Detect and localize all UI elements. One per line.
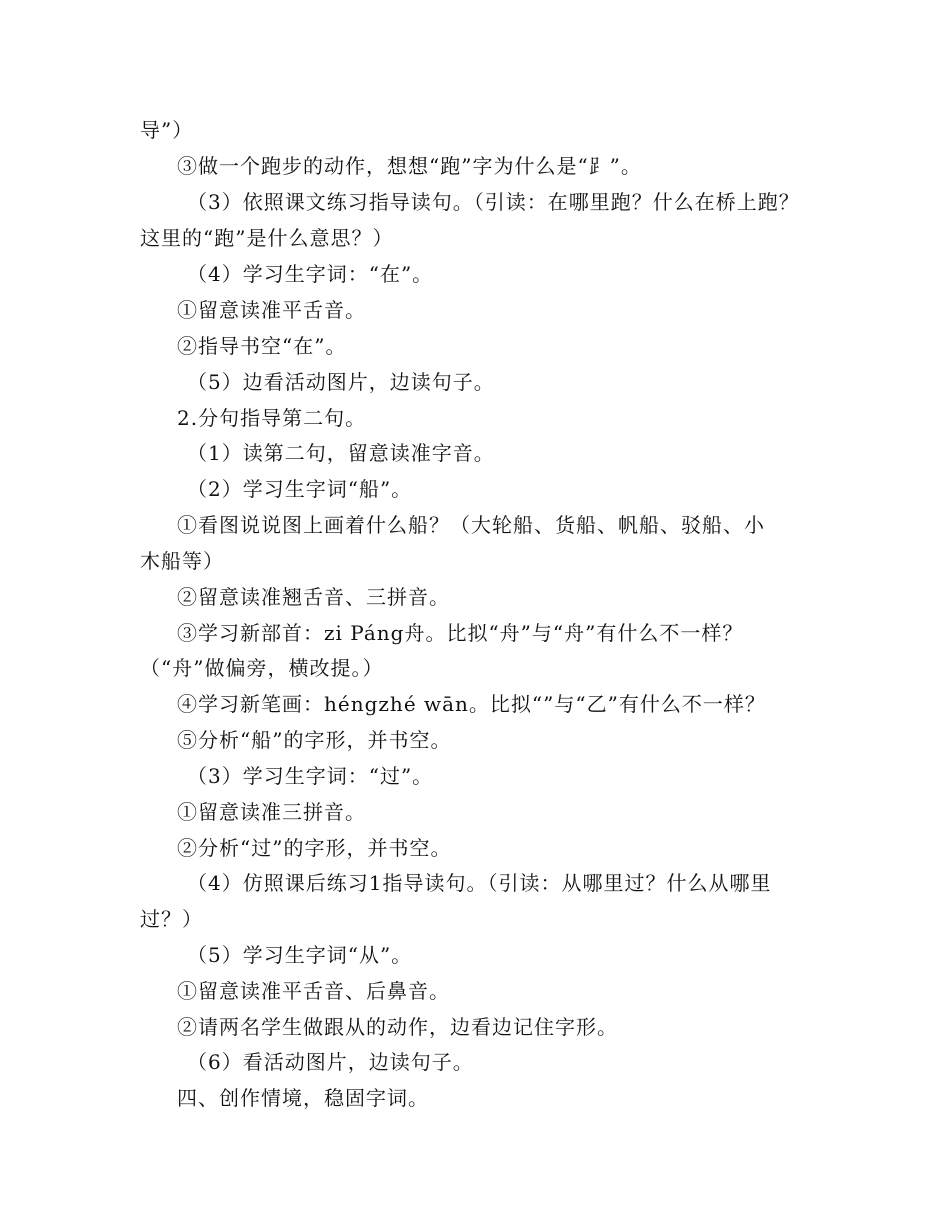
text-line: （1）读第二句，留意读准字音。 <box>187 441 495 465</box>
text-line: ③学习新部首：zi Páng舟。比拟“舟”与“舟”有什么不一样？ <box>177 621 744 645</box>
text-line: ①留意读准三拼音。 <box>177 800 366 824</box>
text-line: ②指导书空“在”。 <box>177 334 347 358</box>
text-line: （4）学习生字词：“在”。 <box>187 262 434 286</box>
text-line: ③做一个跑步的动作，想想“跑”字为什么是“⻊”。 <box>177 154 642 178</box>
text-line: （“舟”做偏旁，横改提。） <box>140 656 384 680</box>
text-line: ②分析“过”的字形，并书空。 <box>177 836 452 860</box>
text-line: ④学习新笔画：héngzhé wān。比拟“”与“乙”有什么不一样？ <box>177 692 766 716</box>
text-line: 木船等） <box>140 549 224 573</box>
text-line: （4）仿照课后练习1指导读句。（引读：从哪里过？什么从哪里 <box>187 871 772 895</box>
text-line: （6）看活动图片，边读句子。 <box>187 1050 474 1074</box>
text-line: ①留意读准平舌音。 <box>177 298 366 322</box>
section-heading: 2.分句指导第二句。 <box>177 406 367 430</box>
text-line: （5）边看活动图片，边读句子。 <box>187 370 495 394</box>
text-line: （2）学习生字词“船”。 <box>187 477 413 501</box>
text-line: （3）依照课文练习指导读句。（引读：在哪里跑？什么在桥上跑？ <box>187 190 800 214</box>
text-line: 过？） <box>140 907 203 931</box>
text-line: 导”） <box>140 118 194 142</box>
text-line: ②请两名学生做跟从的动作，边看边记住字形。 <box>177 1015 618 1039</box>
text-line: 这里的“跑”是什么意思？） <box>140 226 394 250</box>
section-heading: 四、创作情境，稳固字词。 <box>177 1086 429 1110</box>
text-line: ②留意读准翘舌音、三拼音。 <box>177 585 450 609</box>
text-line: ⑤分析“船”的字形，并书空。 <box>177 728 452 752</box>
text-line: （5）学习生字词“从”。 <box>187 943 413 967</box>
text-line: ①看图说说图上画着什么船？（大轮船、货船、帆船、驳船、小 <box>177 513 765 537</box>
text-line: ①留意读准平舌音、后鼻音。 <box>177 979 450 1003</box>
text-line: （3）学习生字词：“过”。 <box>187 764 434 788</box>
